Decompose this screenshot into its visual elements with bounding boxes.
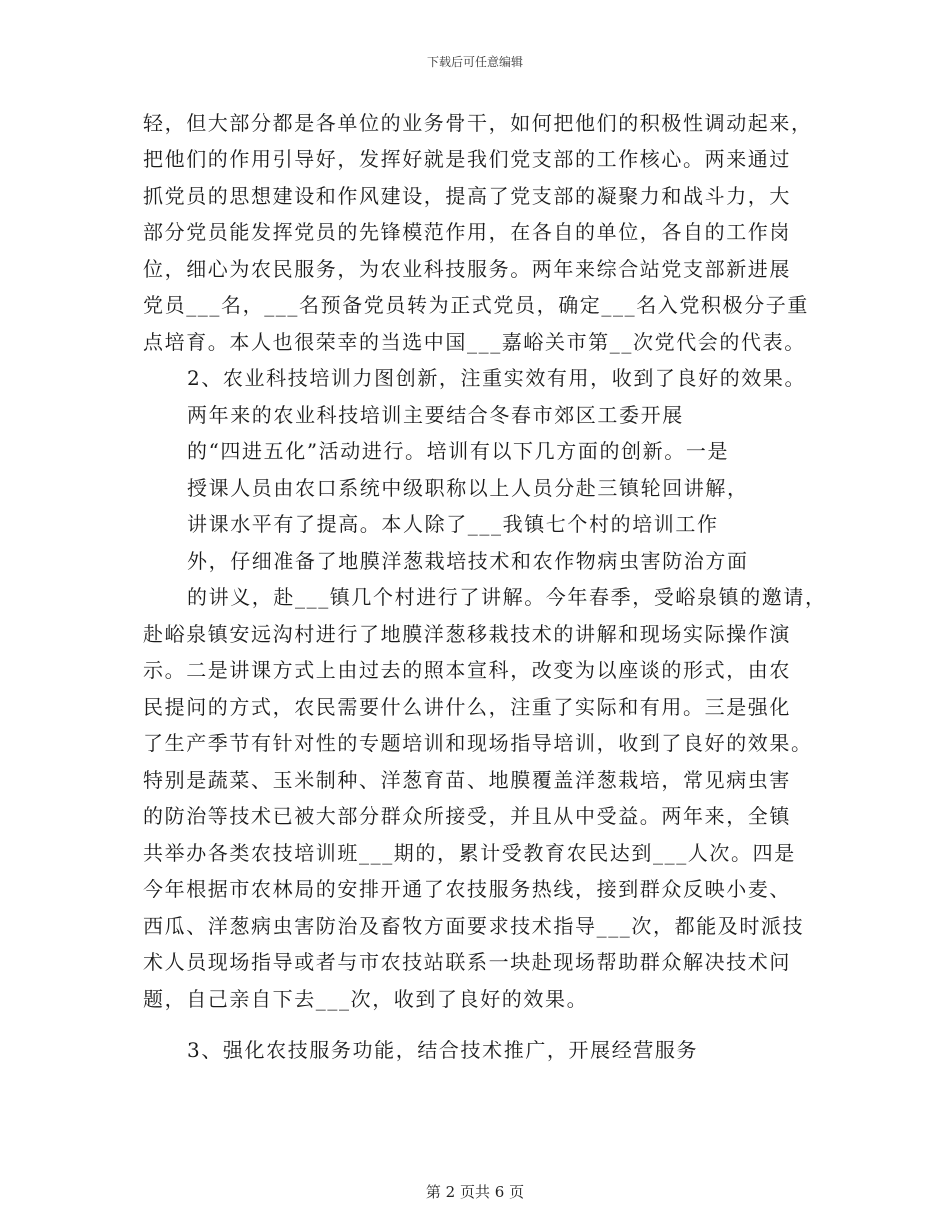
text-line: 今年根据市农林局的安排开通了农技服务热线，接到群众反映小麦、 — [143, 877, 791, 901]
section-heading-2: 2、农业科技培训力图创新，注重实效有用，收到了良好的效果。 — [187, 366, 807, 390]
text-line: 讲课水平有了提高。本人除了___我镇七个村的培训工作 — [187, 512, 719, 536]
text-line: 的“四进五化”活动进行。培训有以下几方面的创新。一是 — [187, 439, 730, 463]
text-line: 轻，但大部分都是各单位的业务骨干，如何把他们的积极性调动起来， — [143, 111, 813, 135]
text-line: 特别是蔬菜、玉米制种、洋葱育苗、地膜覆盖洋葱栽培，常见病虫害 — [143, 768, 791, 792]
text-line: 外，仔细准备了地膜洋葱栽培技术和农作物病虫害防治方面 — [187, 549, 749, 573]
text-line: 的讲义，赴___镇几个村进行了讲解。今年春季，受峪泉镇的邀请， — [187, 585, 827, 609]
text-line: 部分党员能发挥党员的先锋模范作用，在各自的单位，各自的工作岗 — [143, 220, 791, 244]
text-line: 西瓜、洋葱病虫害防治及畜牧方面要求技术指导___次，都能及时派技 — [143, 914, 805, 938]
text-line: 民提问的方式，农民需要什么讲什么，注重了实际和有用。三是强化 — [143, 695, 791, 719]
page-header: 下载后可任意编辑 — [426, 55, 523, 69]
section-heading-3: 3、强化农技服务功能，结合技术推广，开展经营服务 — [187, 1038, 699, 1062]
text-line: 党员___名，___名预备党员转为正式党员，确定___名入党积极分子重 — [143, 293, 809, 317]
text-line: 点培育。本人也很荣幸的当选中国___嘉峪关市第__次党代会的代表。 — [143, 330, 806, 354]
text-line: 的防治等技术已被大部分群众所接受，并且从中受益。两年来，全镇 — [143, 804, 791, 828]
text-line: 术人员现场指导或者与市农技站联系一块赴现场帮助群众解决技术问 — [143, 950, 791, 974]
text-line: 把他们的作用引导好，发挥好就是我们党支部的工作核心。两来通过 — [143, 147, 791, 171]
text-line: 共举办各类农技培训班___期的，累计受教育农民达到___人次。四是 — [143, 841, 796, 865]
text-line: 示。二是讲课方式上由过去的照本宣科，改变为以座谈的形式，由农 — [143, 658, 791, 682]
text-line: 题，自己亲自下去___次，收到了良好的效果。 — [143, 987, 589, 1011]
text-line: 两年来的农业科技培训主要结合冬春市郊区工委开展 — [187, 403, 684, 427]
page-footer: 第 2 页共 6 页 — [425, 1183, 525, 1201]
text-line: 赴峪泉镇安远沟村进行了地膜洋葱移栽技术的讲解和现场实际操作演 — [143, 622, 791, 646]
text-line: 授课人员由农口系统中级职称以上人员分赴三镇轮回讲解， — [187, 476, 749, 500]
text-line: 抓党员的思想建设和作风建设，提高了党支部的凝聚力和战斗力，大 — [143, 184, 791, 208]
text-line: 了生产季节有针对性的专题培训和现场指导培训，收到了良好的效果。 — [143, 731, 813, 755]
text-line: 位，细心为农民服务，为农业科技服务。两年来综合站党支部新进展 — [143, 257, 791, 281]
